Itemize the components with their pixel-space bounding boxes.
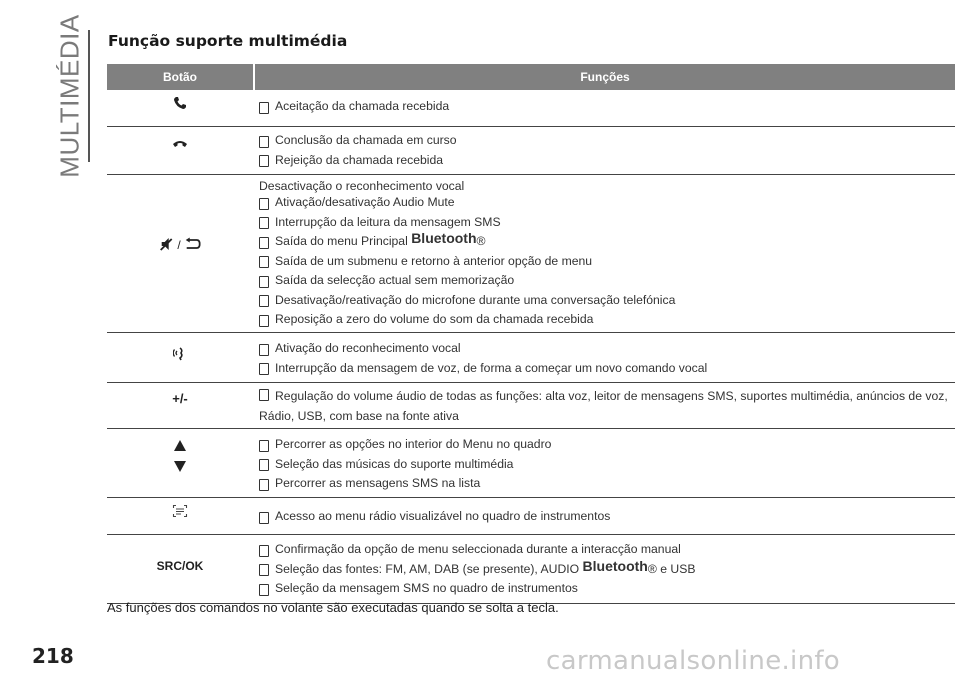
list-item: Rejeição da chamada recebida (259, 151, 955, 171)
list-item: Ativação do reconhecimento vocal (259, 339, 955, 359)
side-rule (88, 30, 90, 162)
phone-accept-icon (173, 96, 187, 110)
list-item: Saída do menu Principal Bluetooth ® (259, 232, 955, 252)
functions-table (107, 64, 955, 604)
table-row (107, 498, 955, 535)
page-title: Função suporte multimédia (108, 32, 348, 50)
list-item: Confirmação da opção de menu seleccionada durante a interacção manual (259, 540, 955, 560)
list-item: Aceitação da chamada recebida (259, 97, 955, 117)
list-item: Reposição a zero do volume do som da chamada recebida (259, 310, 955, 330)
list-item: Seleção da mensagem SMS no quadro de instrumentos (259, 579, 955, 599)
bluetooth-word: Bluetooth (411, 230, 477, 246)
list-item: Percorrer as mensagens SMS na lista (259, 474, 955, 494)
list-item: Seleção das músicas do suporte multimédia (259, 455, 955, 475)
list-item: Ativação/desativação Audio Mute (259, 193, 955, 213)
back-icon (184, 237, 200, 251)
table-row (107, 383, 955, 429)
list-item: Interrupção da mensagem de voz, de forma a começar um novo comando vocal (259, 359, 955, 379)
row-intro: Desactivação o reconhecimento vocal (259, 179, 465, 193)
table-row (107, 429, 955, 498)
table-row (107, 90, 955, 127)
list-item: Conclusão da chamada em curso (259, 131, 955, 151)
page-number: 218 (32, 644, 74, 668)
src-ok-button-label: SRC/OK (156, 559, 204, 573)
header-button: Botão (107, 64, 255, 90)
arrows-up-down-icon (173, 439, 187, 475)
list-item: Percorrer as opções no interior do Menu no quadro (259, 435, 955, 455)
display-icon (172, 504, 188, 518)
mute-icon (160, 237, 174, 251)
list-item: Saída de um submenu e retorno à anterior opção de menu (259, 252, 955, 272)
list-item: Acesso ao menu rádio visualizável no quadro de instrumentos (259, 507, 955, 527)
table-row (107, 333, 955, 383)
list-item: Seleção das fontes: FM, AM, DAB (se presente), AUDIO Bluetooth ® e USB (259, 560, 955, 580)
bluetooth-word: Bluetooth (582, 557, 648, 574)
table-row (107, 535, 955, 604)
table-row (107, 127, 955, 175)
list-item: Desativação/reativação do microfone durante uma conversação telefónica (259, 291, 955, 311)
list-item: Interrupção da leitura da mensagem SMS (259, 213, 955, 233)
mute-back-button: / (160, 237, 201, 254)
section-side-label: MULTIMÉDIA (54, 14, 85, 178)
header-functions: Funções (580, 70, 630, 84)
list-item: Regulação do volume áudio de todas as funções: alta voz, leitor de mensagens SMS, suportes multimédia, anúncios de voz, Rádio, USB, com base na fonte ativa (259, 389, 948, 423)
phone-hangup-icon (172, 139, 188, 148)
watermark: carmanualsonline.info (546, 646, 841, 676)
table-row (107, 175, 955, 333)
footer-note: As funções dos comandos no volante são executadas quando se solta a tecla. (107, 600, 559, 615)
volume-button-label: +/- (172, 391, 188, 406)
table-header (107, 64, 955, 90)
voice-icon (173, 345, 187, 361)
list-item: Saída da selecção actual sem memorização (259, 271, 955, 291)
